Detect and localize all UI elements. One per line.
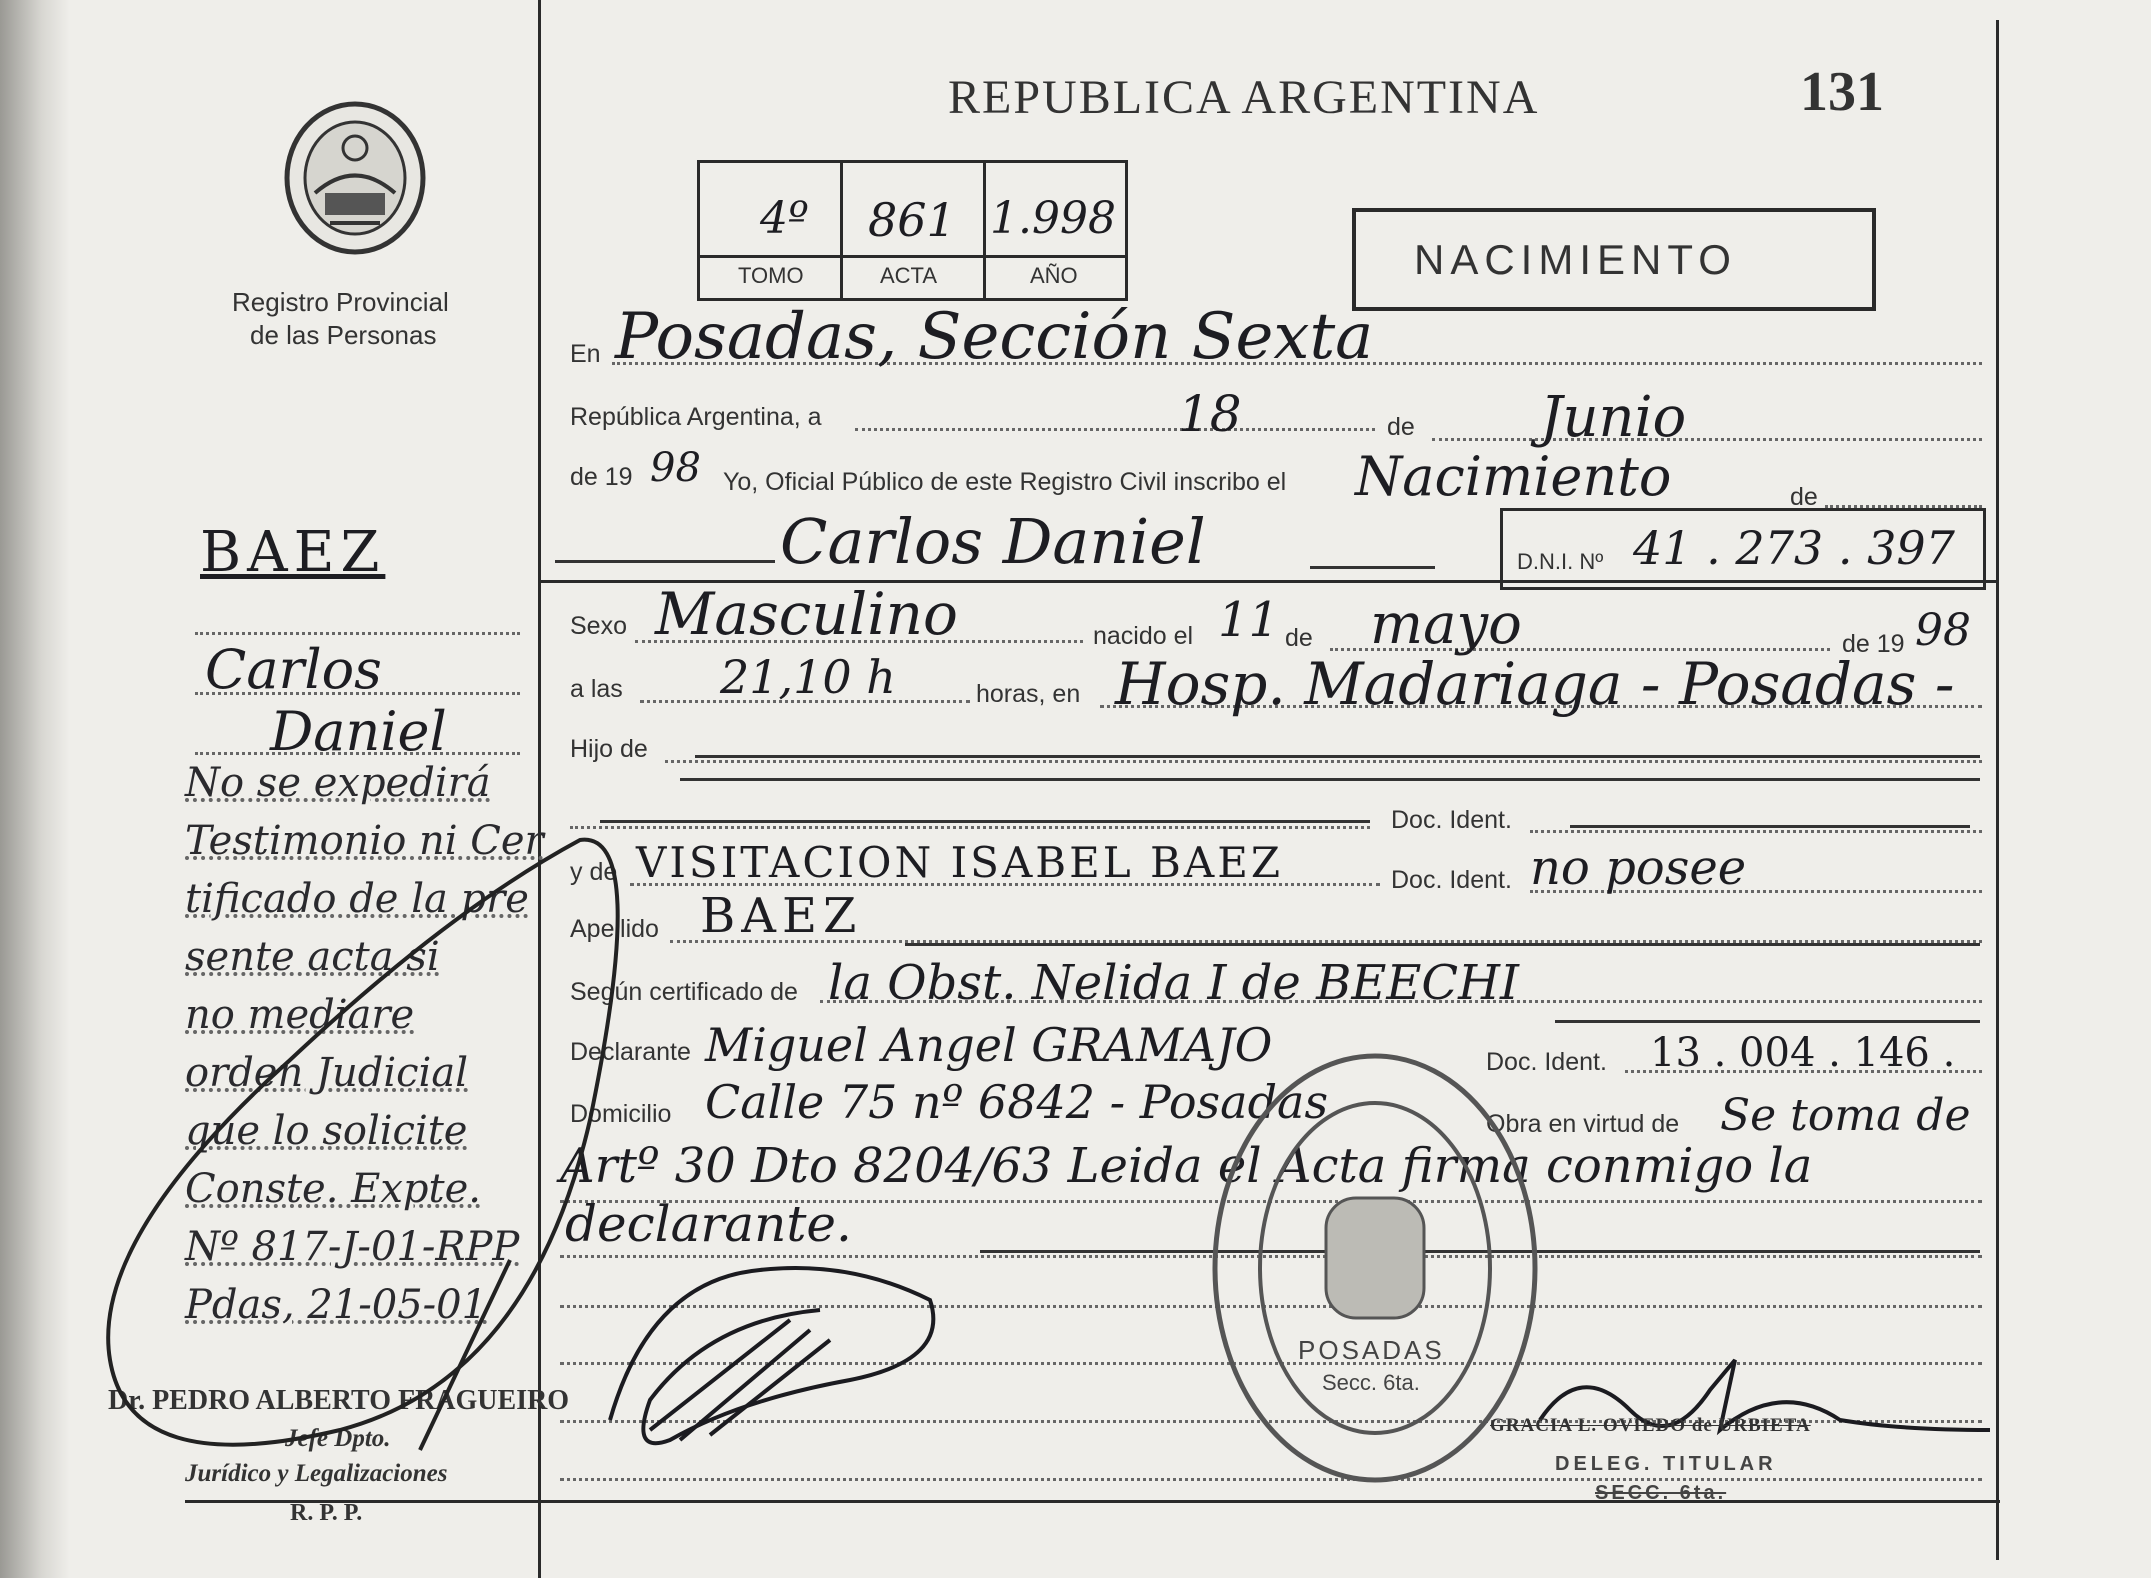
- margin-note-line: Testimonio ni Cer: [185, 818, 544, 864]
- dotted-line: [570, 826, 1370, 829]
- apellido-label: Apellido: [570, 915, 659, 943]
- record-type: NACIMIENTO: [1414, 236, 1737, 283]
- margin-first-name: Carlos: [205, 638, 382, 701]
- strike-line: [905, 943, 1980, 946]
- mother-doc-value: no posee: [1530, 840, 1747, 896]
- de-19-birth-label: de 19: [1842, 630, 1905, 658]
- margin-middle-name: Daniel: [270, 700, 447, 763]
- dni-label: D.N.I. Nº: [1517, 549, 1604, 574]
- country-title: REPUBLICA ARGENTINA: [948, 71, 1540, 124]
- horas-label: horas, en: [976, 680, 1081, 708]
- obra-value: Se toma de: [1720, 1090, 1971, 1141]
- mother-name-value: VISITACION ISABEL BAEZ: [636, 838, 1284, 887]
- underline: [1310, 566, 1435, 569]
- declarante-doc-value: 13 . 004 . 146 .: [1650, 1030, 1956, 1076]
- de3-label: de: [1285, 624, 1313, 652]
- birth-month-value: mayo: [1370, 592, 1522, 657]
- book-reference-box: [697, 160, 1128, 301]
- stamp-section: Secc. 6ta.: [1322, 1370, 1420, 1395]
- doc-ident3-label: Doc. Ident.: [1486, 1048, 1607, 1076]
- margin-note-line: no mediare: [185, 992, 415, 1038]
- tomo-label: TOMO: [738, 263, 804, 288]
- legal-text-line: Artº 30 Dto 8204/63 Leida el Acta firma conmigo la: [560, 1138, 1813, 1194]
- yo-oficial-label: Yo, Oficial Público de este Registro Civil inscribo el: [723, 468, 1287, 496]
- de2-label: de: [1790, 483, 1818, 511]
- birth-place-value: Hosp. Madariaga - Posadas -: [1115, 650, 1955, 718]
- underline: [555, 560, 775, 563]
- dotted-line: [855, 428, 1375, 431]
- province-seal-icon: [280, 98, 430, 258]
- official-name: Dr. PEDRO ALBERTO FRAGUEIRO: [108, 1385, 570, 1416]
- place-value: Posadas, Sección Sexta: [615, 300, 1374, 374]
- margin-note-line: Nº 817-J-01-RPP: [185, 1224, 520, 1270]
- sexo-value: Masculino: [655, 580, 958, 648]
- acta-label: ACTA: [880, 263, 938, 288]
- margin-note-line: tificado de la pre: [185, 876, 529, 922]
- registrar-section: SECC. 6ta.: [1595, 1482, 1727, 1504]
- dotted-line: [665, 760, 1982, 763]
- strike-line: [600, 820, 1370, 823]
- closing-text-line: declarante.: [565, 1195, 852, 1253]
- stamp-city: POSADAS: [1298, 1335, 1445, 1365]
- registrar-signature: [1520, 1350, 2000, 1470]
- nacido-label: nacido el: [1093, 622, 1194, 650]
- page-fold-shadow: [0, 0, 70, 1578]
- right-border: [1996, 20, 1999, 1560]
- margin-note-line: orden Judicial: [185, 1050, 468, 1096]
- doc-ident-label: Doc. Ident.: [1391, 806, 1512, 834]
- y-de-label: y de: [570, 858, 618, 886]
- doc-ident2-label: Doc. Ident.: [1391, 866, 1512, 894]
- domicilio-value: Calle 75 nº 6842 - Posadas: [705, 1075, 1329, 1129]
- signature-scribble: [590, 1240, 950, 1460]
- tomo-value: 4º: [760, 193, 809, 244]
- margin-note-line: Pdas, 21-05-01: [185, 1282, 488, 1328]
- anio-value: 1.998: [990, 193, 1116, 244]
- birth-year-value: 98: [1915, 605, 1971, 656]
- de-19-label: de 19: [570, 463, 633, 491]
- dotted-line: [195, 752, 520, 755]
- time-value: 21,10 h: [720, 650, 896, 704]
- dotted-line: [1530, 830, 1982, 833]
- event-value: Nacimiento: [1355, 445, 1672, 508]
- year-suffix-value: 98: [650, 445, 701, 491]
- dotted-line: [195, 692, 520, 695]
- margin-note-line: No se expedirá: [185, 760, 491, 806]
- acta-value: 861: [868, 193, 956, 247]
- strike-line: [695, 755, 1980, 758]
- margin-note-line: que lo solicite: [185, 1108, 468, 1154]
- en-label: En: [570, 340, 601, 368]
- full-name-value: Carlos Daniel: [780, 505, 1206, 578]
- registrar-name: GRACIA L. OVIEDO de URBIETA: [1490, 1415, 1811, 1436]
- record-type-box: [1352, 208, 1876, 311]
- official-title1: Jefe Dpto.: [285, 1425, 391, 1452]
- apellido-value: BAEZ: [700, 888, 863, 944]
- margin-loop-mark: [90, 820, 650, 1460]
- dotted-line: [195, 632, 520, 635]
- a-las-label: a las: [570, 675, 623, 703]
- obra-label: Obra en virtud de: [1486, 1110, 1680, 1138]
- dotted-line: [1432, 438, 1982, 441]
- de-label: de: [1387, 413, 1415, 441]
- birth-day-value: 11: [1218, 592, 1280, 648]
- page-number: 131: [1800, 61, 1884, 123]
- strike-line: [680, 778, 1980, 781]
- strike-line: [1570, 825, 1970, 828]
- declarante-label: Declarante: [570, 1038, 691, 1066]
- republica-label: República Argentina, a: [570, 403, 822, 431]
- official-initials: R. P. P.: [290, 1500, 363, 1526]
- day-value: 18: [1178, 385, 1242, 443]
- domicilio-label: Domicilio: [570, 1100, 672, 1128]
- anio-label: AÑO: [1030, 263, 1078, 288]
- bottom-border: [185, 1500, 2000, 1503]
- hijo-label: Hijo de: [570, 735, 648, 763]
- margin-note-line: Conste. Expte.: [185, 1166, 481, 1212]
- segun-label: Según certificado de: [570, 978, 798, 1006]
- strike-line: [1555, 1020, 1980, 1023]
- sexo-label: Sexo: [570, 612, 627, 640]
- registry-line2: de las Personas: [250, 320, 437, 350]
- official-title2: Jurídico y Legalizaciones: [185, 1460, 448, 1487]
- dni-box: [1500, 508, 1986, 590]
- registrar-title: DELEG. TITULAR: [1555, 1453, 1777, 1475]
- margin-surname: BAEZ: [200, 520, 386, 585]
- certificado-value: la Obst. Nelida I de BEECHI: [828, 955, 1519, 1011]
- month-value: Junio: [1540, 385, 1687, 450]
- dni-value: 41 . 273 . 397: [1633, 521, 1955, 575]
- declarante-value: Miguel Angel GRAMAJO: [705, 1018, 1273, 1072]
- registry-line1: Registro Provincial: [232, 287, 449, 317]
- margin-note-line: sente acta si: [185, 934, 440, 980]
